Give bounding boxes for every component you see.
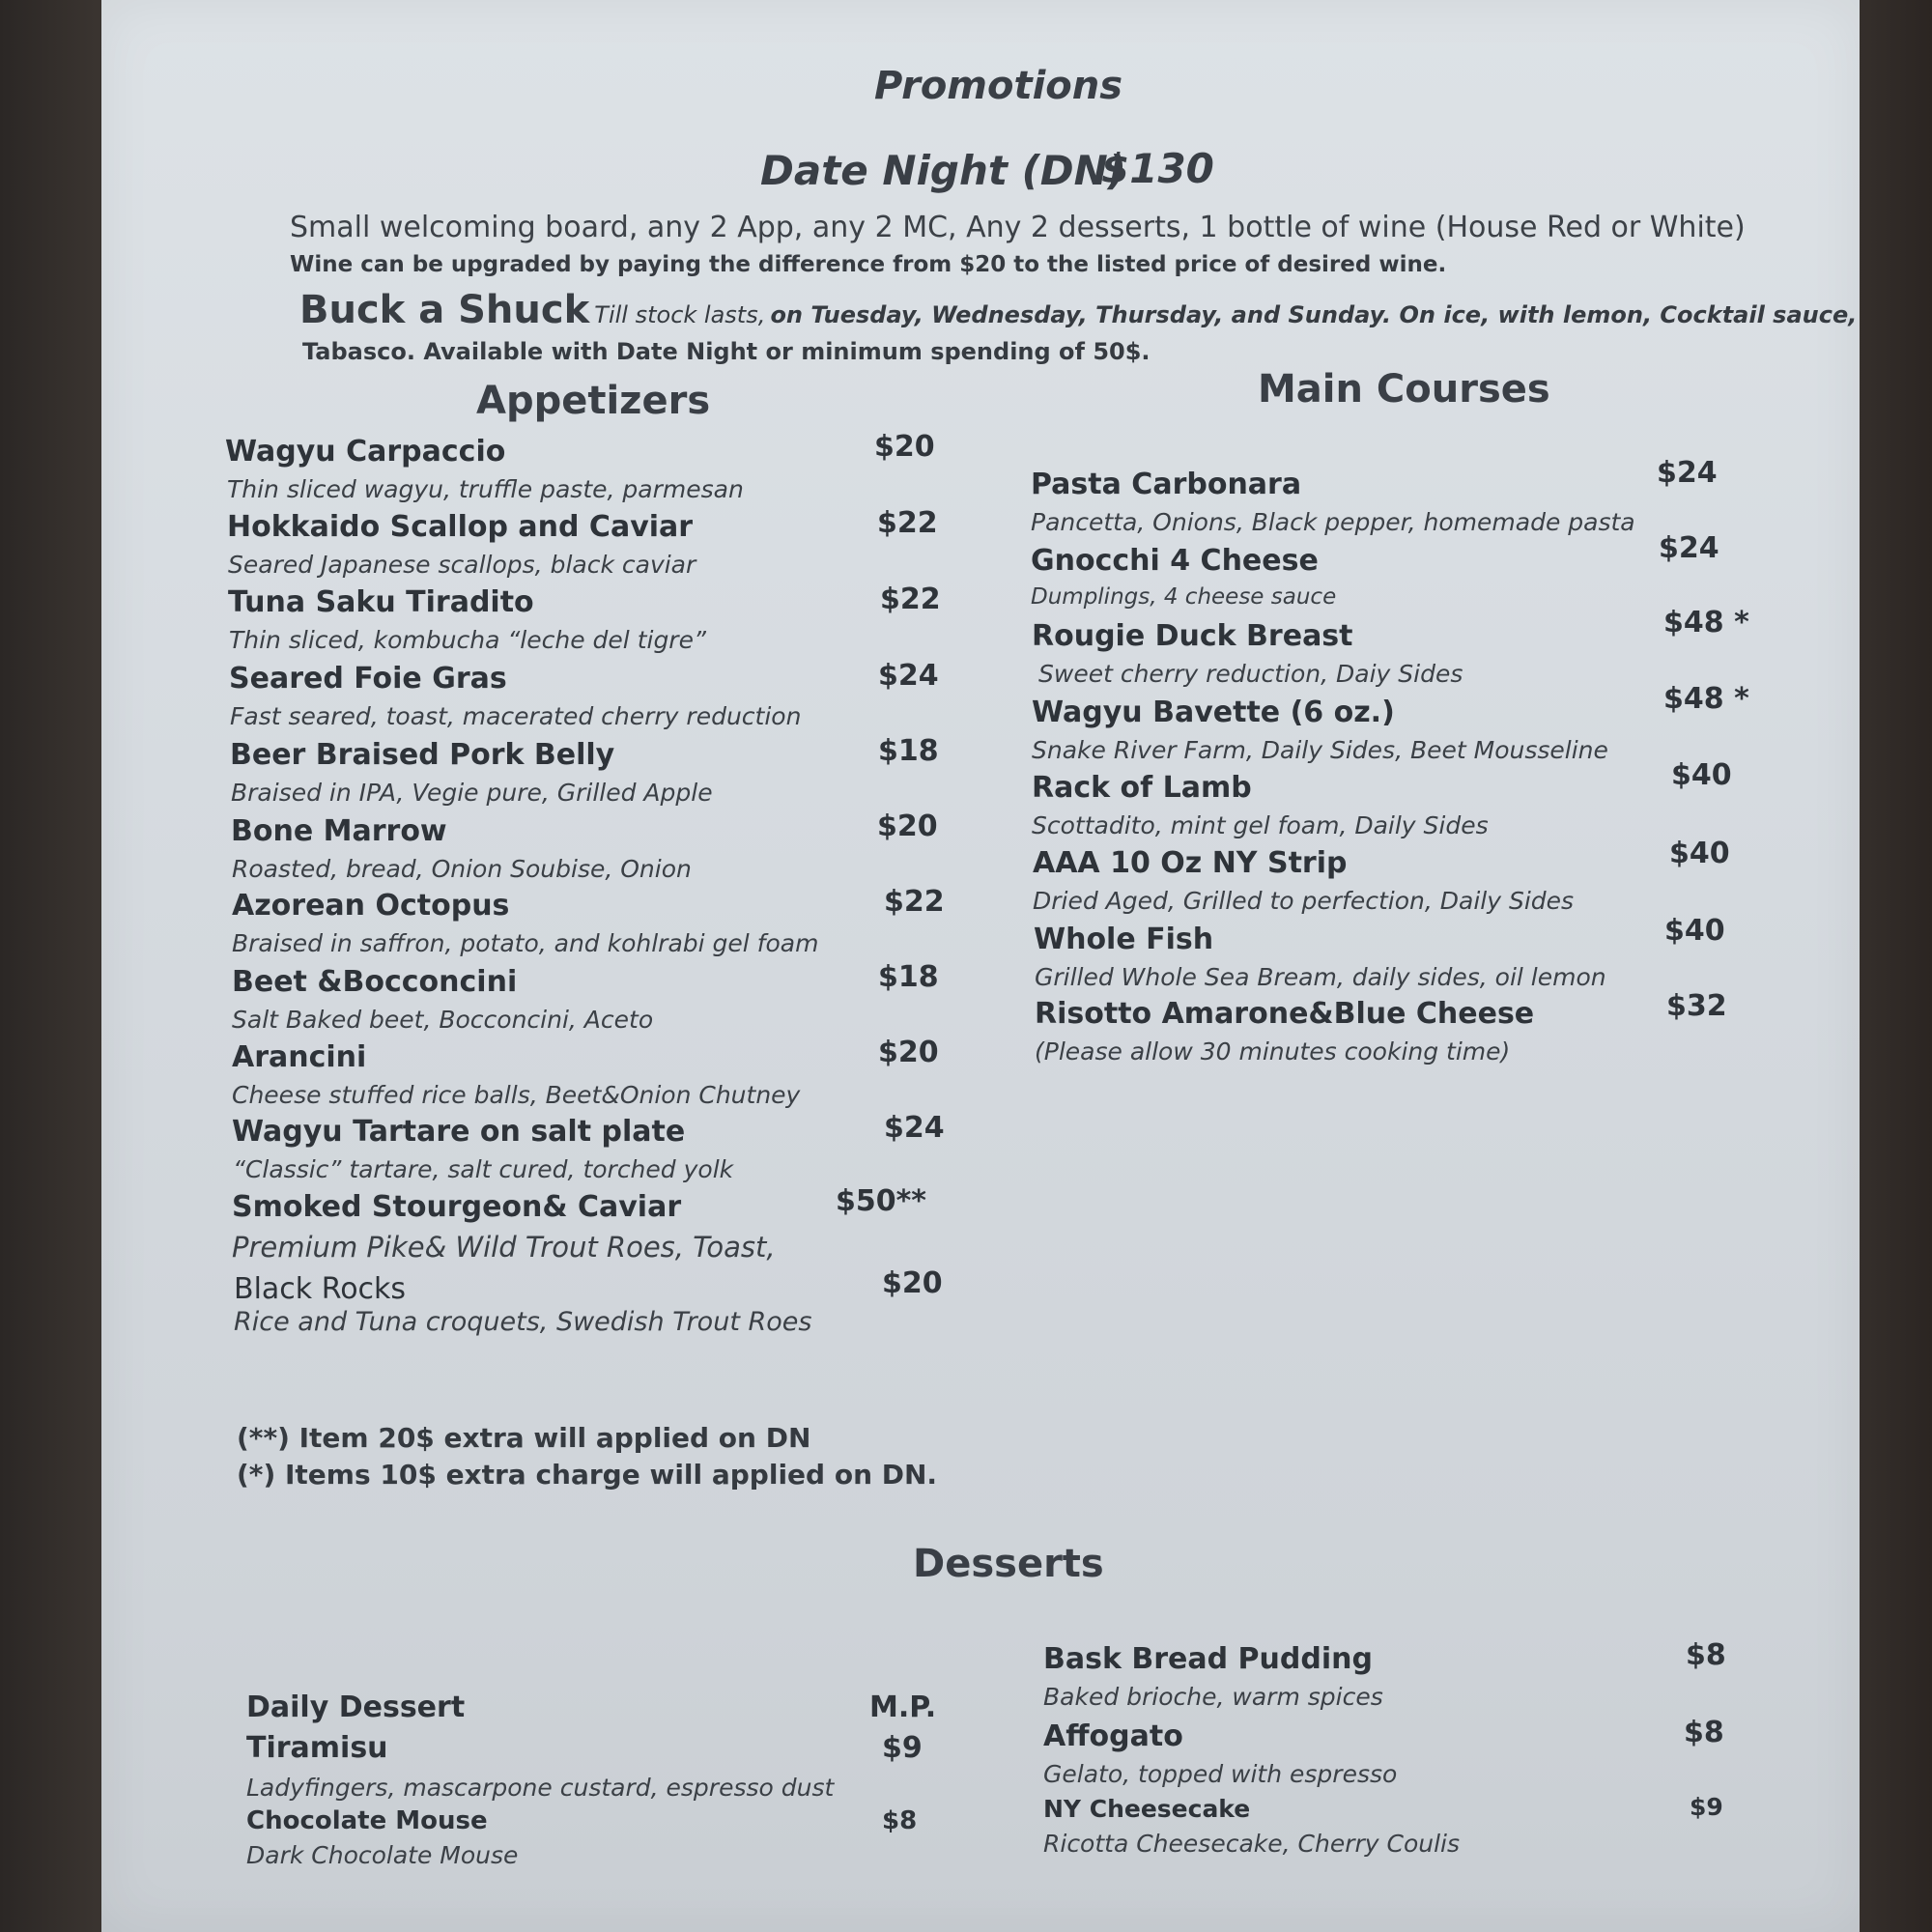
main-course-desc: (Please allow 30 minutes cooking time) (1035, 1037, 1511, 1065)
appetizer-name: Smoked Stourgeon& Caviar (232, 1190, 682, 1224)
appetizer-name: Hokkaido Scallop and Caviar (227, 510, 694, 544)
appetizer-price: $20 (882, 1266, 943, 1300)
main-course-name: Rougie Duck Breast (1032, 619, 1353, 653)
date-night-title: Date Night (DN) (760, 147, 1127, 194)
main-course-desc: Dried Aged, Grilled to perfection, Daily Sides (1033, 887, 1575, 915)
buck-a-shuck-text-b: on Tuesday, Wednesday, Thursday, and Sunday. On ice, with lemon, Cocktail sauce, (770, 301, 1858, 328)
dessert-name: Chocolate Mouse (246, 1806, 488, 1835)
date-night-price: $130 (1101, 145, 1214, 192)
main-course-price: $24 (1657, 456, 1718, 490)
promotions-title: Promotions (874, 64, 1123, 108)
dessert-desc: Ladyfingers, mascarpone custard, espresso dust (246, 1774, 835, 1802)
appetizers-title: Appetizers (476, 379, 711, 423)
main-course-price: $40 (1664, 914, 1725, 948)
main-course-price: $48 * (1663, 606, 1749, 639)
double-star-footnote: (**) Item 20$ extra will applied on DN (237, 1422, 811, 1454)
appetizer-desc: “Classic” tartare, salt cured, torched yolk (233, 1155, 734, 1183)
appetizer-price: $50** (836, 1184, 926, 1218)
main-course-desc: Dumplings, 4 cheese sauce (1031, 584, 1337, 610)
dessert-name: Tiramisu (246, 1731, 388, 1765)
appetizer-desc: Thin sliced, kombucha “leche del tigre” (229, 626, 706, 654)
appetizer-price: $18 (878, 734, 939, 768)
main-course-name: Rack of Lamb (1032, 771, 1252, 805)
main-course-price: $40 (1671, 758, 1732, 792)
appetizer-name: Seared Foie Gras (229, 662, 507, 696)
appetizer-desc: Rice and Tuna croquets, Swedish Trout Roes (234, 1307, 812, 1337)
buck-a-shuck-text-c: Tabasco. Available with Date Night or minimum spending of 50$. (302, 338, 1151, 365)
dessert-price: $8 (1686, 1638, 1726, 1672)
main-course-desc: Sweet cherry reduction, Daiy Sides (1038, 660, 1463, 688)
appetizer-desc: Roasted, bread, Onion Soubise, Onion (232, 855, 692, 883)
buck-a-shuck-line (299, 288, 1857, 332)
appetizer-name: Tuna Saku Tiradito (228, 585, 534, 619)
appetizer-desc: Fast seared, toast, macerated cherry reduction (230, 702, 802, 730)
appetizer-desc: Braised in saffron, potato, and kohlrabi gel foam (232, 929, 819, 957)
buck-a-shuck-title: Buck a Shuck (299, 288, 590, 332)
appetizer-desc: Premium Pike& Wild Trout Roes, Toast, (232, 1231, 776, 1264)
dessert-price: $8 (882, 1806, 918, 1835)
appetizer-name: Beet &Bocconcini (232, 965, 518, 999)
dessert-name: Affogato (1043, 1719, 1183, 1753)
appetizer-price: $20 (877, 810, 938, 843)
single-star-footnote: (*) Items 10$ extra charge will applied on DN. (237, 1459, 938, 1491)
appetizer-price: $24 (878, 659, 939, 693)
main-course-price: $48 * (1663, 682, 1749, 716)
appetizer-desc: Braised in IPA, Vegie pure, Grilled Apple (231, 779, 713, 807)
appetizer-price: $22 (880, 582, 941, 616)
main-courses-title: Main Courses (1258, 367, 1550, 412)
main-course-name: AAA 10 Oz NY Strip (1033, 846, 1348, 880)
buck-a-shuck-text-a: Till stock lasts, (594, 301, 766, 328)
appetizer-name: Arancini (232, 1040, 367, 1074)
dessert-desc: Ricotta Cheesecake, Cherry Coulis (1043, 1830, 1461, 1858)
appetizer-price: $20 (874, 430, 935, 464)
dessert-price: M.P. (869, 1690, 937, 1724)
appetizer-price: $20 (878, 1036, 939, 1069)
appetizer-price: $18 (878, 960, 939, 994)
appetizer-name: Bone Marrow (231, 814, 447, 848)
dessert-desc: Dark Chocolate Mouse (246, 1841, 519, 1869)
appetizer-name: Black Rocks (234, 1272, 407, 1306)
appetizer-desc: Thin sliced wagyu, truffle paste, parmesan (227, 475, 744, 503)
main-course-name: Pasta Carbonara (1031, 468, 1302, 501)
main-course-price: $40 (1669, 837, 1730, 870)
appetizer-desc: Seared Japanese scallops, black caviar (228, 551, 696, 579)
menu-sheet (101, 0, 1860, 1932)
dessert-name: NY Cheesecake (1043, 1795, 1251, 1823)
dessert-desc: Baked brioche, warm spices (1043, 1683, 1383, 1711)
appetizer-price: $24 (884, 1111, 945, 1145)
main-course-desc: Grilled Whole Sea Bream, daily sides, oil lemon (1035, 963, 1606, 991)
dessert-price: $8 (1684, 1716, 1724, 1749)
dessert-desc: Gelato, topped with espresso (1043, 1760, 1398, 1788)
wine-upgrade-note: Wine can be upgraded by paying the difference from $20 to the listed price of desired wine. (290, 252, 1447, 277)
dessert-name: Bask Bread Pudding (1043, 1642, 1373, 1676)
dessert-price: $9 (1690, 1793, 1723, 1821)
main-course-price: $32 (1666, 989, 1727, 1023)
appetizer-price: $22 (877, 506, 938, 540)
dessert-price: $9 (882, 1731, 923, 1765)
appetizer-desc: Salt Baked beet, Bocconcini, Aceto (232, 1006, 654, 1034)
main-course-desc: Snake River Farm, Daily Sides, Beet Mousseline (1032, 736, 1608, 764)
main-course-name: Wagyu Bavette (6 oz.) (1032, 696, 1395, 729)
main-course-desc: Pancetta, Onions, Black pepper, homemade pasta (1031, 508, 1635, 536)
main-course-name: Whole Fish (1034, 923, 1214, 956)
appetizer-name: Beer Braised Pork Belly (230, 738, 615, 772)
dessert-name: Daily Dessert (246, 1690, 466, 1724)
appetizer-name: Wagyu Carpaccio (225, 435, 506, 469)
desserts-title: Desserts (913, 1542, 1104, 1586)
appetizer-price: $22 (884, 885, 945, 919)
appetizer-name: Wagyu Tartare on salt plate (232, 1115, 686, 1149)
appetizer-desc: Cheese stuffed rice balls, Beet&Onion Chutney (232, 1081, 801, 1109)
main-course-name: Gnocchi 4 Cheese (1031, 544, 1319, 578)
appetizer-name: Azorean Octopus (232, 889, 510, 923)
date-night-description: Small welcoming board, any 2 App, any 2 MC, Any 2 desserts, 1 bottle of wine (House Red or White) (290, 211, 1746, 244)
main-course-name: Risotto Amarone&Blue Cheese (1035, 997, 1535, 1031)
main-course-desc: Scottadito, mint gel foam, Daily Sides (1032, 811, 1489, 839)
main-course-price: $24 (1659, 531, 1719, 565)
